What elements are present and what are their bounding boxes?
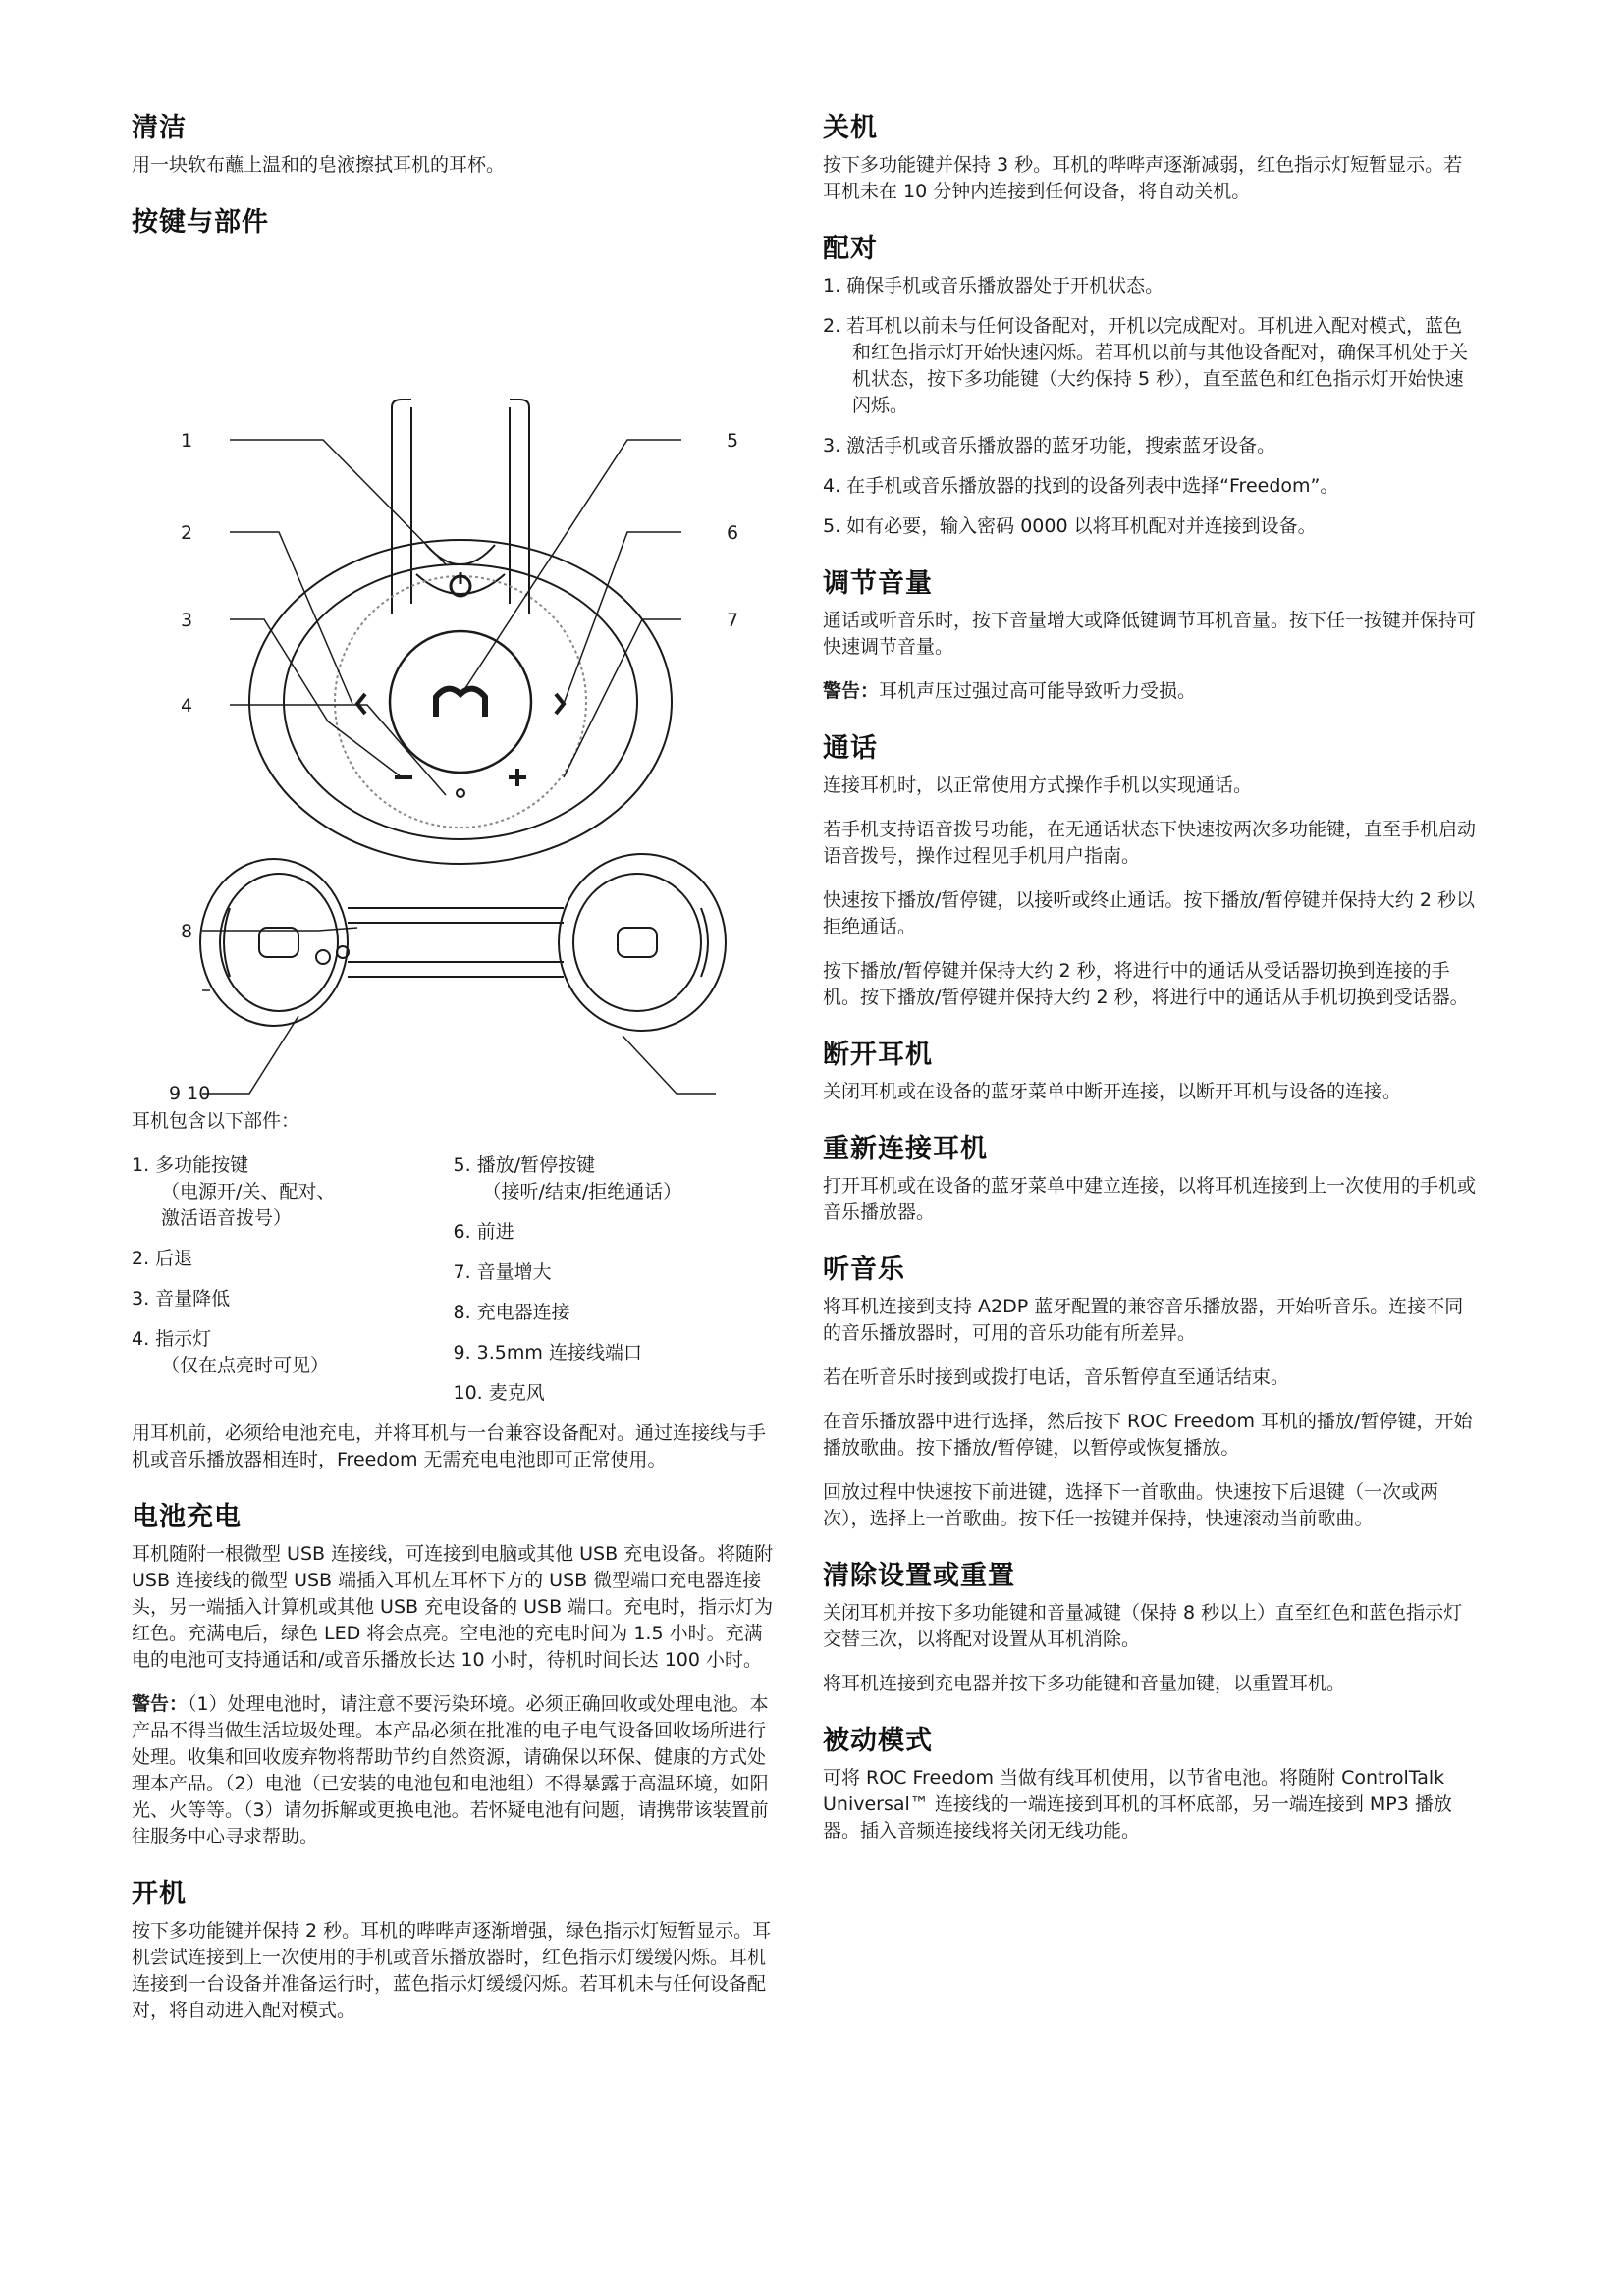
disconnect-body: 关闭耳机或在设备的蓝牙菜单中断开连接，以断开耳机与设备的连接。 (823, 1081, 1402, 1102)
passive-body: 可将 ROC Freedom 当做有线耳机使用，以节省电池。将随附 ControlTalk Universal™ 连接线的一端连接到耳机的耳杯底部，另一端连接到 MP3 播放器。插入音频连接线将关闭无线功能。 (823, 1767, 1452, 1842)
parts-list (132, 1152, 775, 1420)
cleaning-body: 用一块软布蘸上温和的皂液擦拭耳机的耳杯。 (132, 154, 506, 176)
reconnect-body: 打开耳机或在设备的蓝牙菜单中建立连接，以将耳机连接到上一次使用的手机或音乐播放器。 (823, 1175, 1477, 1223)
pairing-steps (823, 273, 1476, 540)
part-label: 6. 前进 (453, 1221, 514, 1243)
heading-reconnect: 重新连接耳机 (823, 1134, 988, 1164)
part-item (132, 1246, 454, 1272)
heading-power-off: 关机 (823, 113, 878, 143)
headphone-diagram (132, 250, 775, 1104)
pairing-step: 2. 若耳机以前未与任何设备配对，开机以完成配对。耳机进入配对模式，蓝色和红色指示灯开始快速闪烁。若耳机以前与其他设备配对，确保耳机处于关机状态，按下多功能键（大约保持 5 秒），直至蓝色和红色指示灯开始快速闪烁。 (823, 315, 1469, 416)
warning-label: 警告： (132, 1693, 189, 1715)
calls-para: 按下播放/暂停键并保持大约 2 秒，将进行中的通话从受话器切换到连接的手机。按下播放/暂停键并保持大约 2 秒，将进行中的通话从手机切换到受话器。 (823, 960, 1469, 1008)
power-off-body: 按下多功能键并保持 3 秒。耳机的哔哔声逐渐减弱，红色指示灯短暂显示。若耳机未在 10 分钟内连接到任何设备，将自动关机。 (823, 154, 1463, 202)
headphone-illustration (132, 250, 775, 1095)
heading-volume: 调节音量 (823, 568, 933, 599)
part-sub: 激活语音拨号） (161, 1207, 293, 1229)
pairing-step: 5. 如有必要，输入密码 0000 以将耳机配对并连接到设备。 (823, 515, 1317, 537)
section-music (823, 1248, 1476, 1532)
section-disconnect (823, 1033, 1476, 1105)
music-para: 将耳机连接到支持 A2DP 蓝牙配置的兼容音乐播放器，开始听音乐。连接不同的音乐播放器时，可用的音乐功能有所差异。 (823, 1296, 1464, 1344)
heading-passive: 被动模式 (823, 1726, 933, 1756)
section-power-on (132, 1872, 775, 2024)
section-reconnect (823, 1127, 1476, 1226)
section-charging (132, 1495, 775, 1850)
section-pairing (823, 227, 1476, 540)
part-label: 7. 音量增大 (453, 1261, 552, 1283)
warning-text: 耳机声压过强过高可能导致听力受损。 (879, 680, 1197, 702)
calls-para: 若手机支持语音拨号功能，在无通话状态下快速按两次多功能键，直至手机启动语音拨号，操作过程见手机用户指南。 (823, 819, 1477, 867)
calls-para: 快速按下播放/暂停键，以接听或终止通话。按下播放/暂停键并保持大约 2 秒以拒绝通话。 (823, 889, 1475, 937)
left-column (132, 106, 775, 2046)
section-passive (823, 1719, 1476, 1844)
part-item (454, 1300, 776, 1326)
heading-cleaning: 清洁 (132, 113, 187, 143)
part-label: 3. 音量降低 (132, 1288, 231, 1309)
part-item (132, 1152, 454, 1232)
part-item (132, 1286, 454, 1312)
callout-5: 5 (727, 430, 739, 452)
heading-calls: 通话 (823, 733, 878, 764)
part-label: 1. 多功能按键 (132, 1154, 249, 1176)
callout-6: 6 (727, 522, 739, 544)
part-item (454, 1259, 776, 1286)
heading-parts: 按键与部件 (132, 207, 269, 238)
pairing-step: 4. 在手机或音乐播放器的找到的设备列表中选择“Freedom”。 (823, 475, 1339, 497)
pairing-step: 1. 确保手机或音乐播放器处于开机状态。 (823, 275, 1164, 296)
section-power-off (823, 106, 1476, 205)
callout-2: 2 (181, 522, 193, 544)
callout-1: 1 (181, 430, 193, 452)
part-label: 10. 麦克风 (453, 1382, 545, 1404)
section-parts (132, 200, 775, 1473)
callout-8: 8 (181, 921, 193, 942)
part-item (454, 1219, 776, 1246)
parts-col-2 (454, 1152, 776, 1420)
heading-reset: 清除设置或重置 (823, 1561, 1015, 1591)
callout-7: 7 (727, 610, 739, 631)
calls-para: 连接耳机时，以正常使用方式操作手机以实现通话。 (823, 774, 1253, 796)
pairing-step: 3. 激活手机或音乐播放器的蓝牙功能，搜索蓝牙设备。 (823, 435, 1276, 456)
part-item (454, 1340, 776, 1366)
volume-warning (823, 678, 1476, 705)
callout-3: 3 (181, 610, 193, 631)
heading-pairing: 配对 (823, 234, 878, 264)
part-label: 4. 指示灯 (132, 1328, 212, 1350)
parts-note: 用耳机前，必须给电池充电，并将耳机与一台兼容设备配对。通过连接线与手机或音乐播放器相连时，Freedom 无需充电电池即可正常使用。 (132, 1422, 767, 1470)
part-item (132, 1326, 454, 1379)
warning-text: （1）处理电池时，请注意不要污染环境。必须正确回收或处理电池。本产品不得当做生活垃圾处理。本产品必须在批准的电子电气设备回收场所进行处理。收集和回收废弃物将帮助节约自然资源，请确保以环保、健康的方式处理本产品。（2）电池（已安装的电池包和电池组）不得暴露于高温环境，如阳光、火等等。（3）请勿拆解或更换电池。若怀疑电池有问题，请携带该装置前往服务中心寻求帮助。 (132, 1693, 769, 1847)
volume-body: 通话或听音乐时，按下音量增大或降低键调节耳机音量。按下任一按键并保持可快速调节音量。 (823, 610, 1477, 658)
heading-disconnect: 断开耳机 (823, 1040, 933, 1070)
warning-label: 警告： (823, 680, 880, 702)
right-column (823, 106, 1476, 1866)
reset-para: 将耳机连接到充电器并按下多功能键和音量加键，以重置耳机。 (823, 1673, 1346, 1694)
part-label: 9. 3.5mm 连接线端口 (453, 1342, 642, 1363)
part-sub: （仅在点亮时可见） (161, 1355, 330, 1376)
music-para: 若在听音乐时接到或拨打电话，音乐暂停直至通话结束。 (823, 1366, 1290, 1388)
heading-power-on: 开机 (132, 1879, 187, 1909)
part-label: 8. 充电器连接 (453, 1302, 570, 1323)
callout-9-10: 9 10 (169, 1083, 211, 1104)
part-label: 2. 后退 (132, 1248, 193, 1269)
part-item (454, 1380, 776, 1407)
parts-intro: 耳机包含以下部件： (132, 1110, 300, 1132)
section-reset (823, 1554, 1476, 1697)
charging-warning (132, 1691, 775, 1850)
music-para: 在音乐播放器中进行选择，然后按下 ROC Freedom 耳机的播放/暂停键，开始播放歌曲。按下播放/暂停键，以暂停或恢复播放。 (823, 1411, 1473, 1459)
part-sub: （电源开/关、配对、 (161, 1181, 336, 1202)
part-item (454, 1152, 776, 1205)
charging-body: 耳机随附一根微型 USB 连接线，可连接到电脑或其他 USB 充电设备。将随附 USB 连接线的微型 USB 端插入耳机左耳杯下方的 USB 微型端口充电器连接头，另一端插入计算机或其他 USB 充电设备的 USB 端口。充电时，指示灯为红色。充满电后，绿色 LED 将会点亮。空电池的充电时间为 1.5 小时。充满电的电池可支持通话和/或音乐播放长达 10 小时，待机时间长达 100 小时。 (132, 1543, 774, 1671)
parts-col-1 (132, 1152, 454, 1420)
power-on-body: 按下多功能键并保持 2 秒。耳机的哔哔声逐渐增强，绿色指示灯短暂显示。耳机尝试连接到上一次使用的手机或音乐播放器时，红色指示灯缓缓闪烁。耳机连接到一台设备并准备运行时，蓝色指示灯缓缓闪烁。若耳机未与任何设备配对，将自动进入配对模式。 (132, 1920, 772, 2021)
music-para: 回放过程中快速按下前进键，选择下一首歌曲。快速按下后退键（一次或两次），选择上一首歌曲。按下任一按键并保持，快速滚动当前歌曲。 (823, 1481, 1439, 1529)
section-volume (823, 561, 1476, 705)
callout-4: 4 (181, 695, 193, 717)
section-cleaning (132, 106, 775, 179)
part-sub: （接听/结束/拒绝通话） (482, 1181, 682, 1202)
part-label: 5. 播放/暂停按键 (453, 1154, 596, 1176)
reset-para: 关闭耳机并按下多功能键和音量减键（保持 8 秒以上）直至红色和蓝色指示灯交替三次，以将配对设置从耳机消除。 (823, 1602, 1463, 1650)
section-calls (823, 726, 1476, 1011)
heading-music: 听音乐 (823, 1255, 905, 1285)
heading-charging: 电池充电 (132, 1502, 242, 1532)
